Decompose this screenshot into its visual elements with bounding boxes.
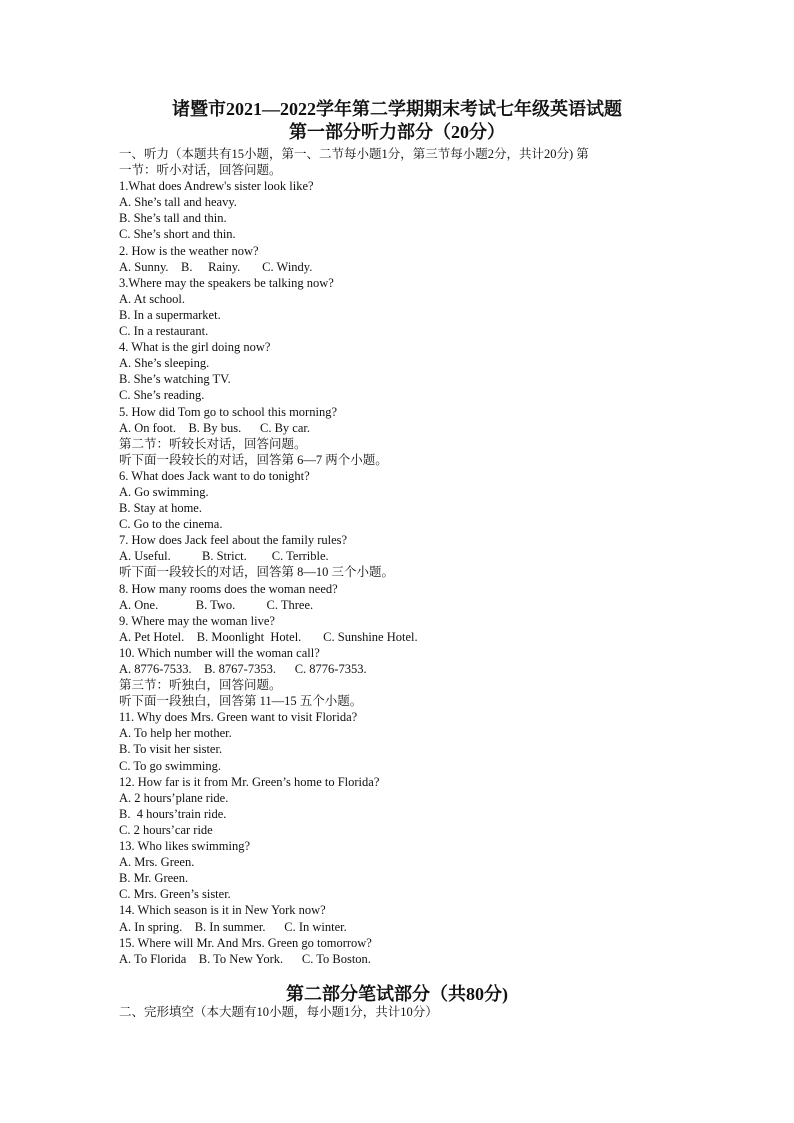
option-line: A. To help her mother.: [119, 726, 232, 741]
dialogue-instruction: 听下面一段较长的对话，回答第 6—7 两个小题。: [119, 452, 388, 467]
question-5: 5. How did Tom go to school this morning?: [119, 404, 337, 419]
option-line: A. To Florida B. To New York. C. To Boston.: [119, 951, 371, 966]
option-line: A. 8776-7533. B. 8767-7353. C. 8776-7353.: [119, 662, 367, 676]
option-line: B. She’s watching TV.: [119, 372, 231, 387]
dialogue-instruction: 听下面一段较长的对话，回答第 8—10 三个小题。: [119, 565, 395, 580]
option-line: A. Sunny. B. Rainy. C. Windy.: [119, 259, 313, 274]
monologue-instruction: 听下面一段独白，回答第 11—15 五个小题。: [119, 694, 363, 709]
question-9: 9. Where may the woman live?: [119, 613, 275, 628]
option-line: C. To go swimming.: [119, 758, 222, 773]
question-4: 4. What is the girl doing now?: [119, 340, 271, 355]
option-line: C. Mrs. Green’s sister.: [119, 887, 231, 902]
option-line: B. In a supermarket.: [119, 307, 221, 322]
option-line: A. Go swimming.: [119, 484, 209, 499]
option-line: A. She’s tall and heavy.: [119, 195, 237, 210]
part2-heading: 第二部分笔试部分（共80分): [286, 984, 508, 1004]
option-line: B. To visit her sister.: [119, 742, 223, 757]
question-14: 14. Which season is it in New York now?: [119, 903, 326, 918]
option-line: A. 2 hours’plane ride.: [119, 790, 229, 805]
option-line: A. Pet Hotel. B. Moonlight Hotel. C. Sunshine Hotel.: [119, 629, 418, 644]
question-11: 11. Why does Mrs. Green want to visit Florida?: [119, 710, 358, 725]
option-line: C. She’s reading.: [119, 388, 205, 403]
question-6: 6. What does Jack want to do tonight?: [119, 468, 310, 483]
option-line: B. 4 hours’train ride.: [119, 806, 227, 821]
option-line: A. Mrs. Green.: [119, 855, 195, 870]
question-12: 12. How far is it from Mr. Green’s home to Florida?: [119, 774, 380, 789]
option-line: C. In a restaurant.: [119, 324, 209, 339]
question-2: 2. How is the weather now?: [119, 243, 259, 258]
cloze-section: [119, 1004, 759, 1020]
section-subheading: 第二节：听较长对话，回答问题。: [119, 436, 307, 451]
exam-title: 诸暨市2021—2022学年第二学期期末考试七年级英语试题: [172, 99, 622, 119]
option-line: C. She’s short and thin.: [119, 227, 236, 242]
section-instruction: 一、听力（本题共有15小题，第一、二节每小题1分，第三节每小题2分，共计20分) 第: [119, 147, 589, 161]
option-line: A. On foot. B. By bus. C. By car.: [119, 420, 310, 435]
question-1: 1.What does Andrew's sister look like?: [119, 179, 314, 194]
option-line: A. She’s sleeping.: [119, 356, 210, 371]
option-line: B. Mr. Green.: [119, 871, 189, 886]
section-subheading: 一节：听小对话，回答问题。: [119, 163, 282, 178]
option-line: C. Go to the cinema.: [119, 517, 223, 532]
section-subheading: 第三节：听独白，回答问题。: [119, 678, 282, 693]
question-8: 8. How many rooms does the woman need?: [119, 581, 338, 596]
option-line: A. In spring. B. In summer. C. In winter.: [119, 919, 347, 934]
option-line: B. She’s tall and thin.: [119, 211, 227, 226]
option-line: A. One. B. Two. C. Three.: [119, 597, 314, 612]
listening-section: [119, 146, 759, 967]
question-15: 15. Where will Mr. And Mrs. Green go tomorrow?: [119, 935, 372, 950]
cloze-instruction: 二、完形填空（本大题有10小题，每小题1分，共计10分）: [119, 1005, 438, 1019]
option-line: B. Stay at home.: [119, 501, 202, 516]
question-7: 7. How does Jack feel about the family rules?: [119, 533, 348, 548]
option-line: A. Useful. B. Strict. C. Terrible.: [119, 549, 329, 564]
question-13: 13. Who likes swimming?: [119, 839, 251, 854]
option-line: A. At school.: [119, 291, 185, 306]
option-line: C. 2 hours’car ride: [119, 822, 213, 837]
question-10: 10. Which number will the woman call?: [119, 645, 320, 660]
part1-heading: 第一部分听力部分（20分）: [289, 122, 505, 142]
question-3: 3.Where may the speakers be talking now?: [119, 275, 334, 290]
